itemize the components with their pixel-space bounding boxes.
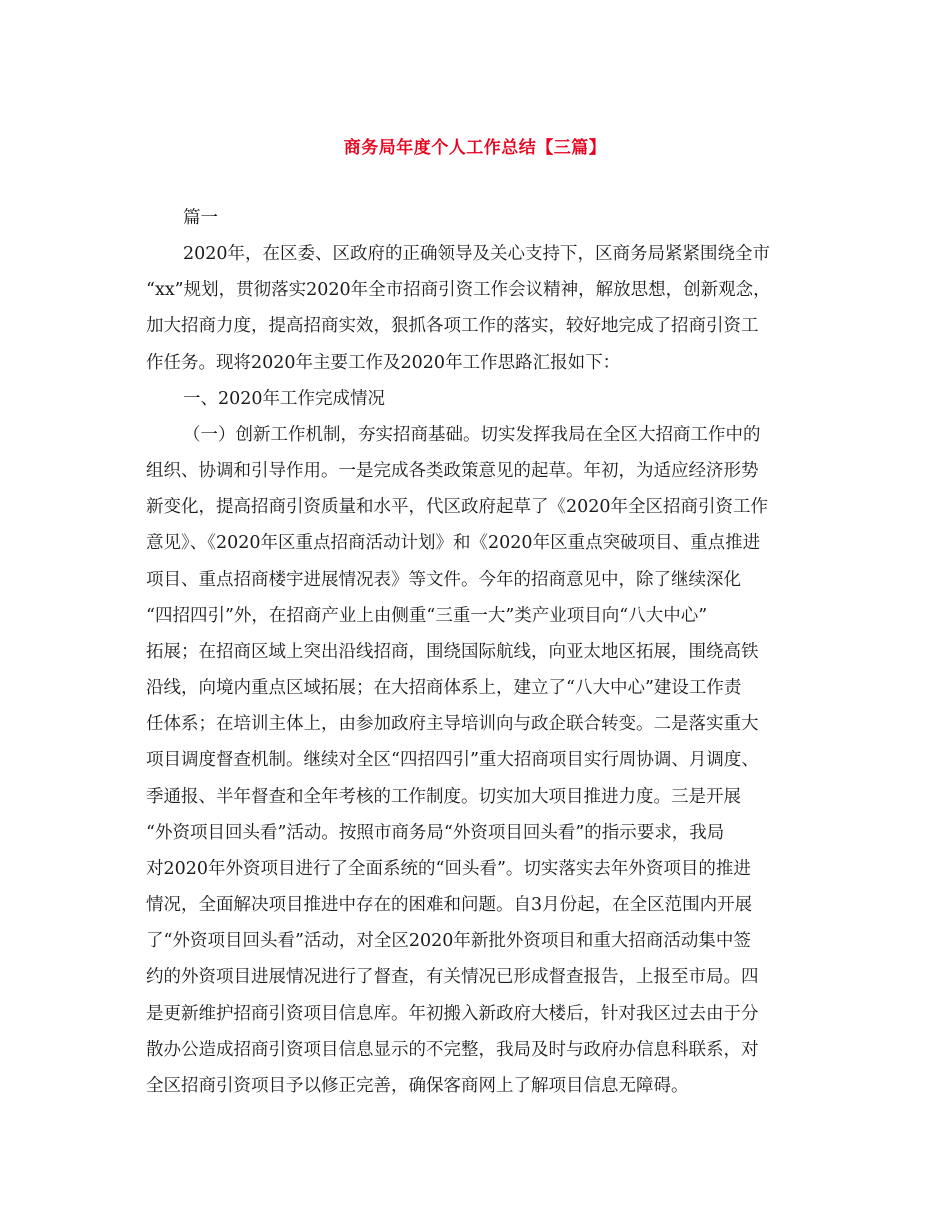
paragraph-line: 加大招商力度，提高招商实效，狠抓各项工作的落实，较好地完成了招商引资工 [146,316,759,336]
paragraph-line: 约的外资项目进展情况进行了督查，有关情况已形成督查报告，上报至市局。四 [146,967,759,987]
paragraph-line: “四招四引”外，在招商产业上由侧重“三重一大”类产业项目向“八大中心” [146,606,708,626]
paragraph-line: 是更新维护招商引资项目信息库。年初搬入新政府大楼后，针对我区过去由于分 [146,1004,759,1024]
paragraph-line: 情况，全面解决项目推进中存在的困难和问题。自3月份起，在全区范围内开展 [146,895,753,915]
section-heading: 篇一 [183,208,218,228]
paragraph-line: 季通报、半年督查和全年考核的工作制度。切实加大项目推进力度。三是开展 [146,787,741,807]
paragraph-line: 散办公造成招商引资项目信息显示的不完整，我局及时与政府办信息科联系，对 [146,1040,759,1060]
paragraph-line: 对2020年外资项目进行了全面系统的“回头看”。切实落实去年外资项目的推进 [146,859,751,879]
paragraph-line: （一）创新工作机制，夯实招商基础。切实发挥我局在全区大招商工作中的 [183,425,761,445]
paragraph-line: 了“外资项目回头看”活动，对全区2020年新批外资项目和重大招商活动集中签 [146,931,751,951]
paragraph-line: 任体系；在培训主体上，由参加政府主导培训向与政企联合转变。二是落实重大 [146,714,759,734]
paragraph-line: 组织、协调和引导作用。一是完成各类政策意见的起草。年初，为适应经济形势 [146,461,759,481]
paragraph-line: “xx”规划，贯彻落实2020年全市招商引资工作会议精神，解放思想，创新观念， [146,280,771,300]
subsection-heading: 一、2020年工作完成情况 [183,389,386,409]
paragraph-line: 沿线，向境内重点区域拓展；在大招商体系上，建立了“八大中心”建设工作责 [146,678,742,698]
paragraph-line: 项目调度督查机制。继续对全区“四招四引”重大招商项目实行周协调、月调度、 [146,750,759,770]
paragraph-line: 全区招商引资项目予以修正完善，确保客商网上了解项目信息无障碍。 [146,1076,689,1096]
paragraph-line: 意见》、《2020年区重点招商活动计划》和《2020年区重点突破项目、重点推进 [146,533,761,553]
paragraph-line: 新变化，提高招商引资质量和水平，代区政府起草了《2020年全区招商引资工作 [146,497,769,517]
paragraph-line: 2020年，在区委、区政府的正确领导及关心支持下，区商务局紧紧围绕全市 [183,244,771,264]
paragraph-line: 拓展；在招商区域上突出沿线招商，围绕国际航线，向亚太地区拓展，围绕高铁 [146,642,759,662]
document-title: 商务局年度个人工作总结【三篇】 [343,138,607,158]
paragraph-line: 项目、重点招商楼宇进展情况表》等文件。今年的招商意见中，除了继续深化 [146,570,741,590]
paragraph-line: 作任务。现将2020年主要工作及2020年工作思路汇报如下： [146,353,621,373]
paragraph-line: “外资项目回头看”活动。按照市商务局“外资项目回头看”的指示要求，我局 [146,823,725,843]
